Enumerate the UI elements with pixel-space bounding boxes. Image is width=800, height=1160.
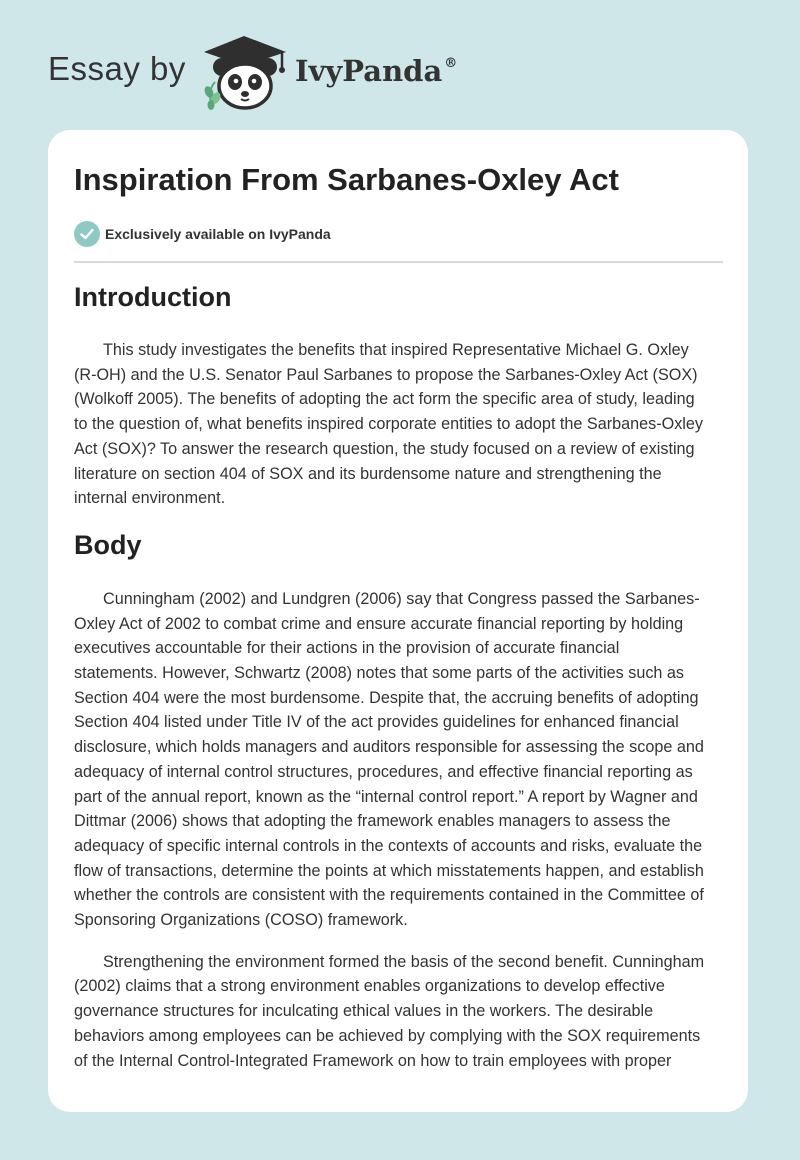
text-line: internal environment. (74, 489, 226, 508)
text-line: part of the annual report, known as the “internal control report.” A report by Wagner and (74, 787, 698, 806)
check-icon (74, 221, 100, 247)
text-line: to the question of, what benefits inspired corporate entities to adopt the Sarbanes-Oxley (74, 415, 703, 434)
panda-graduate-icon[interactable] (198, 34, 293, 112)
text-line: adequacy of internal control structures, procedures, and effective financial reporting as (74, 762, 693, 781)
text-line: (Wolkoff 2005). The benefits of adopting the act form the specific area of study, leading (74, 390, 695, 409)
text-line: adequacy of specific internal controls in the contexts of accounts and risks, evaluate the (74, 836, 703, 855)
text-line: (R-OH) and the U.S. Senator Paul Sarbanes to propose the Sarbanes-Oxley Act (SOX) (74, 365, 698, 384)
text-line: Strengthening the environment formed the basis of the second benefit. Cunningham (103, 952, 705, 971)
text-line: whether the controls are consistent with the requirements contained in the Committee of (74, 886, 704, 905)
site-header (0, 0, 800, 120)
text-line: executives accountable for their actions in the provision of accurate financial (74, 639, 620, 658)
text-line: of the Internal Control-Integrated Framework on how to train employees with proper (74, 1051, 672, 1070)
essay-content (74, 282, 726, 1073)
text-line: statements. However, Schwartz (2008) notes that some parts of the activities such as (74, 664, 685, 683)
brand-prefix: Essay by (48, 50, 186, 87)
text-line: Dittmar (2006) shows that adopting the framework enables managers to assess the (74, 812, 671, 831)
text-line: literature on section 404 of SOX and its burdensome nature and strengthening the (74, 464, 662, 483)
essay-title: Inspiration From Sarbanes-Oxley Act (74, 162, 619, 197)
body-paragraph-2 (74, 950, 726, 1074)
badge-label: Exclusively available on IvyPanda (105, 226, 331, 242)
registered-mark: ® (444, 56, 458, 71)
brand-name-text: IvyPanda (295, 54, 443, 88)
text-line: behaviors among employees can be achieved by complying with the SOX requirements (74, 1026, 701, 1045)
text-line: Section 404 listed under Title IV of the act provides guidelines for enhanced financial (74, 713, 679, 732)
section-heading-body: Body (74, 529, 142, 560)
brand-name[interactable] (295, 54, 457, 88)
text-line: flow of transactions, determine the points at which misstatements happen, and establish (74, 861, 704, 880)
essay-card (48, 130, 748, 1112)
text-line: Section 404 were the most burdensome. Despite that, the accruing benefits of adopting (74, 688, 699, 707)
text-line: governance structures for inculcating ethical values in the workers. The desirable (74, 1002, 654, 1021)
body-paragraph-1 (74, 587, 726, 933)
exclusive-badge (74, 221, 331, 247)
text-line: This study investigates the benefits that inspired Representative Michael G. Oxley (103, 341, 689, 359)
text-line: Act (SOX)? To answer the research question, the study focused on a review of existing (74, 439, 695, 458)
intro-paragraph (74, 338, 726, 511)
text-line: Cunningham (2002) and Lundgren (2006) say that Congress passed the Sarbanes- (103, 589, 700, 608)
section-heading-introduction: Introduction (74, 282, 232, 312)
divider (74, 261, 723, 263)
text-line: Oxley Act of 2002 to combat crime and ensure accurate financial reporting by holding (74, 614, 684, 633)
text-line: (2002) claims that a strong environment enables organizations to develop effective (74, 977, 665, 996)
text-line: disclosure, which holds managers and auditors responsible for assessing the scope and (74, 738, 704, 757)
text-line: Sponsoring Organizations (COSO) framework. (74, 911, 408, 930)
